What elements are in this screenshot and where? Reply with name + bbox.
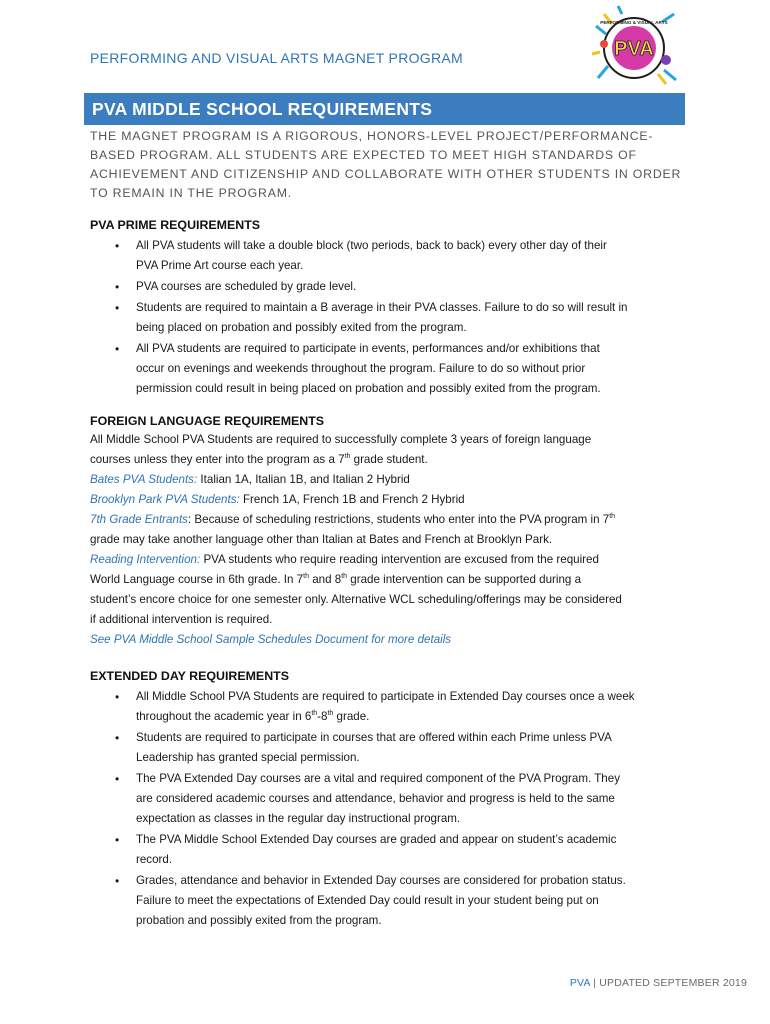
- prime-section: [90, 216, 690, 400]
- list-item: • All Middle School PVA Students are required to participate in Extended Day courses once a week throughout the academic year in 6th-8th grade.: [90, 687, 690, 727]
- see-schedules-link[interactable]: See PVA Middle School Sample Schedules Document for more details: [90, 633, 452, 646]
- list-item: • All PVA students will take a double block (two periods, back to back) every other day of their PVA Prime Art course each year.: [90, 236, 690, 276]
- intro-text: [90, 127, 690, 203]
- logo-text: PVA: [614, 38, 654, 60]
- list-item: • PVA courses are scheduled by grade level.: [90, 277, 690, 297]
- foreign-heading: FOREIGN LANGUAGE REQUIREMENTS: [90, 414, 325, 428]
- seventh-label: 7th Grade Entrants: [90, 513, 188, 526]
- pva-logo: [592, 4, 678, 88]
- seventh-grade-note: 7th Grade Entrants: Because of scheduling restrictions, students who enter into the PVA program in 7th grade may take another language other than Italian at Bates and French at Brooklyn Park.: [90, 513, 616, 546]
- list-item: • Students are required to maintain a B average in their PVA classes. Failure to do so will result in being placed on probation and possibly exited from the program.: [90, 298, 690, 338]
- intro-line: THE MAGNET PROGRAM IS A RIGOROUS, HONORS-LEVEL PROJECT/PERFORMANCE-: [90, 129, 654, 143]
- bates-line: Bates PVA Students: Italian 1A, Italian 1B, and Italian 2 Hybrid: [90, 473, 410, 486]
- extended-heading: EXTENDED DAY REQUIREMENTS: [90, 669, 289, 683]
- list-item: • The PVA Middle School Extended Day courses are graded and appear on student’s academic record.: [90, 830, 690, 870]
- footer-abbr: PVA: [569, 977, 591, 989]
- list-item: • Students are required to participate in courses that are offered within each Prime unless PVA Leadership has granted special permission.: [90, 728, 690, 768]
- reading-label: Reading Intervention:: [90, 553, 201, 566]
- header-title: PERFORMING AND VISUAL ARTS MAGNET PROGRAM: [90, 50, 463, 66]
- footer-updated: UPDATED SEPTEMBER 2019: [599, 977, 747, 989]
- brooklyn-label: Brooklyn Park PVA Students:: [90, 493, 240, 506]
- list-item: • Grades, attendance and behavior in Extended Day courses are considered for probation status. Failure to meet the expectations of Extended Day could result in your student being put on probation and possibly exited from the program.: [90, 871, 690, 932]
- list-item: • The PVA Extended Day courses are a vital and required component of the PVA Program. They are considered academic courses and attendance, behavior and progress is held to the same expectation as classes in the regular day instructional program.: [90, 769, 690, 830]
- list-item: • All PVA students are required to participate in events, performances and/or exhibitions that occur on evenings and weekends throughout the program. Failure to do so without prior permission could result in being placed on probation and possibly exited from the program.: [90, 339, 690, 400]
- prime-heading: PVA PRIME REQUIREMENTS: [90, 218, 261, 232]
- reading-intervention-note: Reading Intervention: PVA students who require reading intervention are excused from the required World Language course in 6th grade. In 7th and 8th grade intervention can be supported during a student’s encore choice for one semester only. Alternative WCL scheduling/offerings may be considered if additional intervention is required.: [90, 553, 622, 626]
- intro-line: BASED PROGRAM. ALL STUDENTS ARE EXPECTED TO MEET HIGH STANDARDS OF: [90, 148, 637, 162]
- section-banner: PVA MIDDLE SCHOOL REQUIREMENTS: [84, 93, 685, 125]
- bates-label: Bates PVA Students:: [90, 473, 198, 486]
- intro-line: TO REMAIN IN THE PROGRAM.: [90, 186, 292, 200]
- foreign-language-section: [90, 412, 690, 650]
- brooklyn-line: Brooklyn Park PVA Students: French 1A, French 1B and French 2 Hybrid: [90, 493, 465, 506]
- logo-ring-text: PERFORMING & VISUAL ARTS: [600, 20, 668, 25]
- foreign-intro: All Middle School PVA Students are required to successfully complete 3 years of foreign language courses unless they enter into the program as a 7th grade student.: [90, 433, 592, 466]
- intro-line: ACHIEVEMENT AND CITIZENSHIP AND COLLABORATE WITH OTHER STUDENTS IN ORDER: [90, 167, 682, 181]
- footer: PVA | UPDATED SEPTEMBER 2019: [569, 977, 747, 989]
- extended-day-section: [90, 667, 690, 932]
